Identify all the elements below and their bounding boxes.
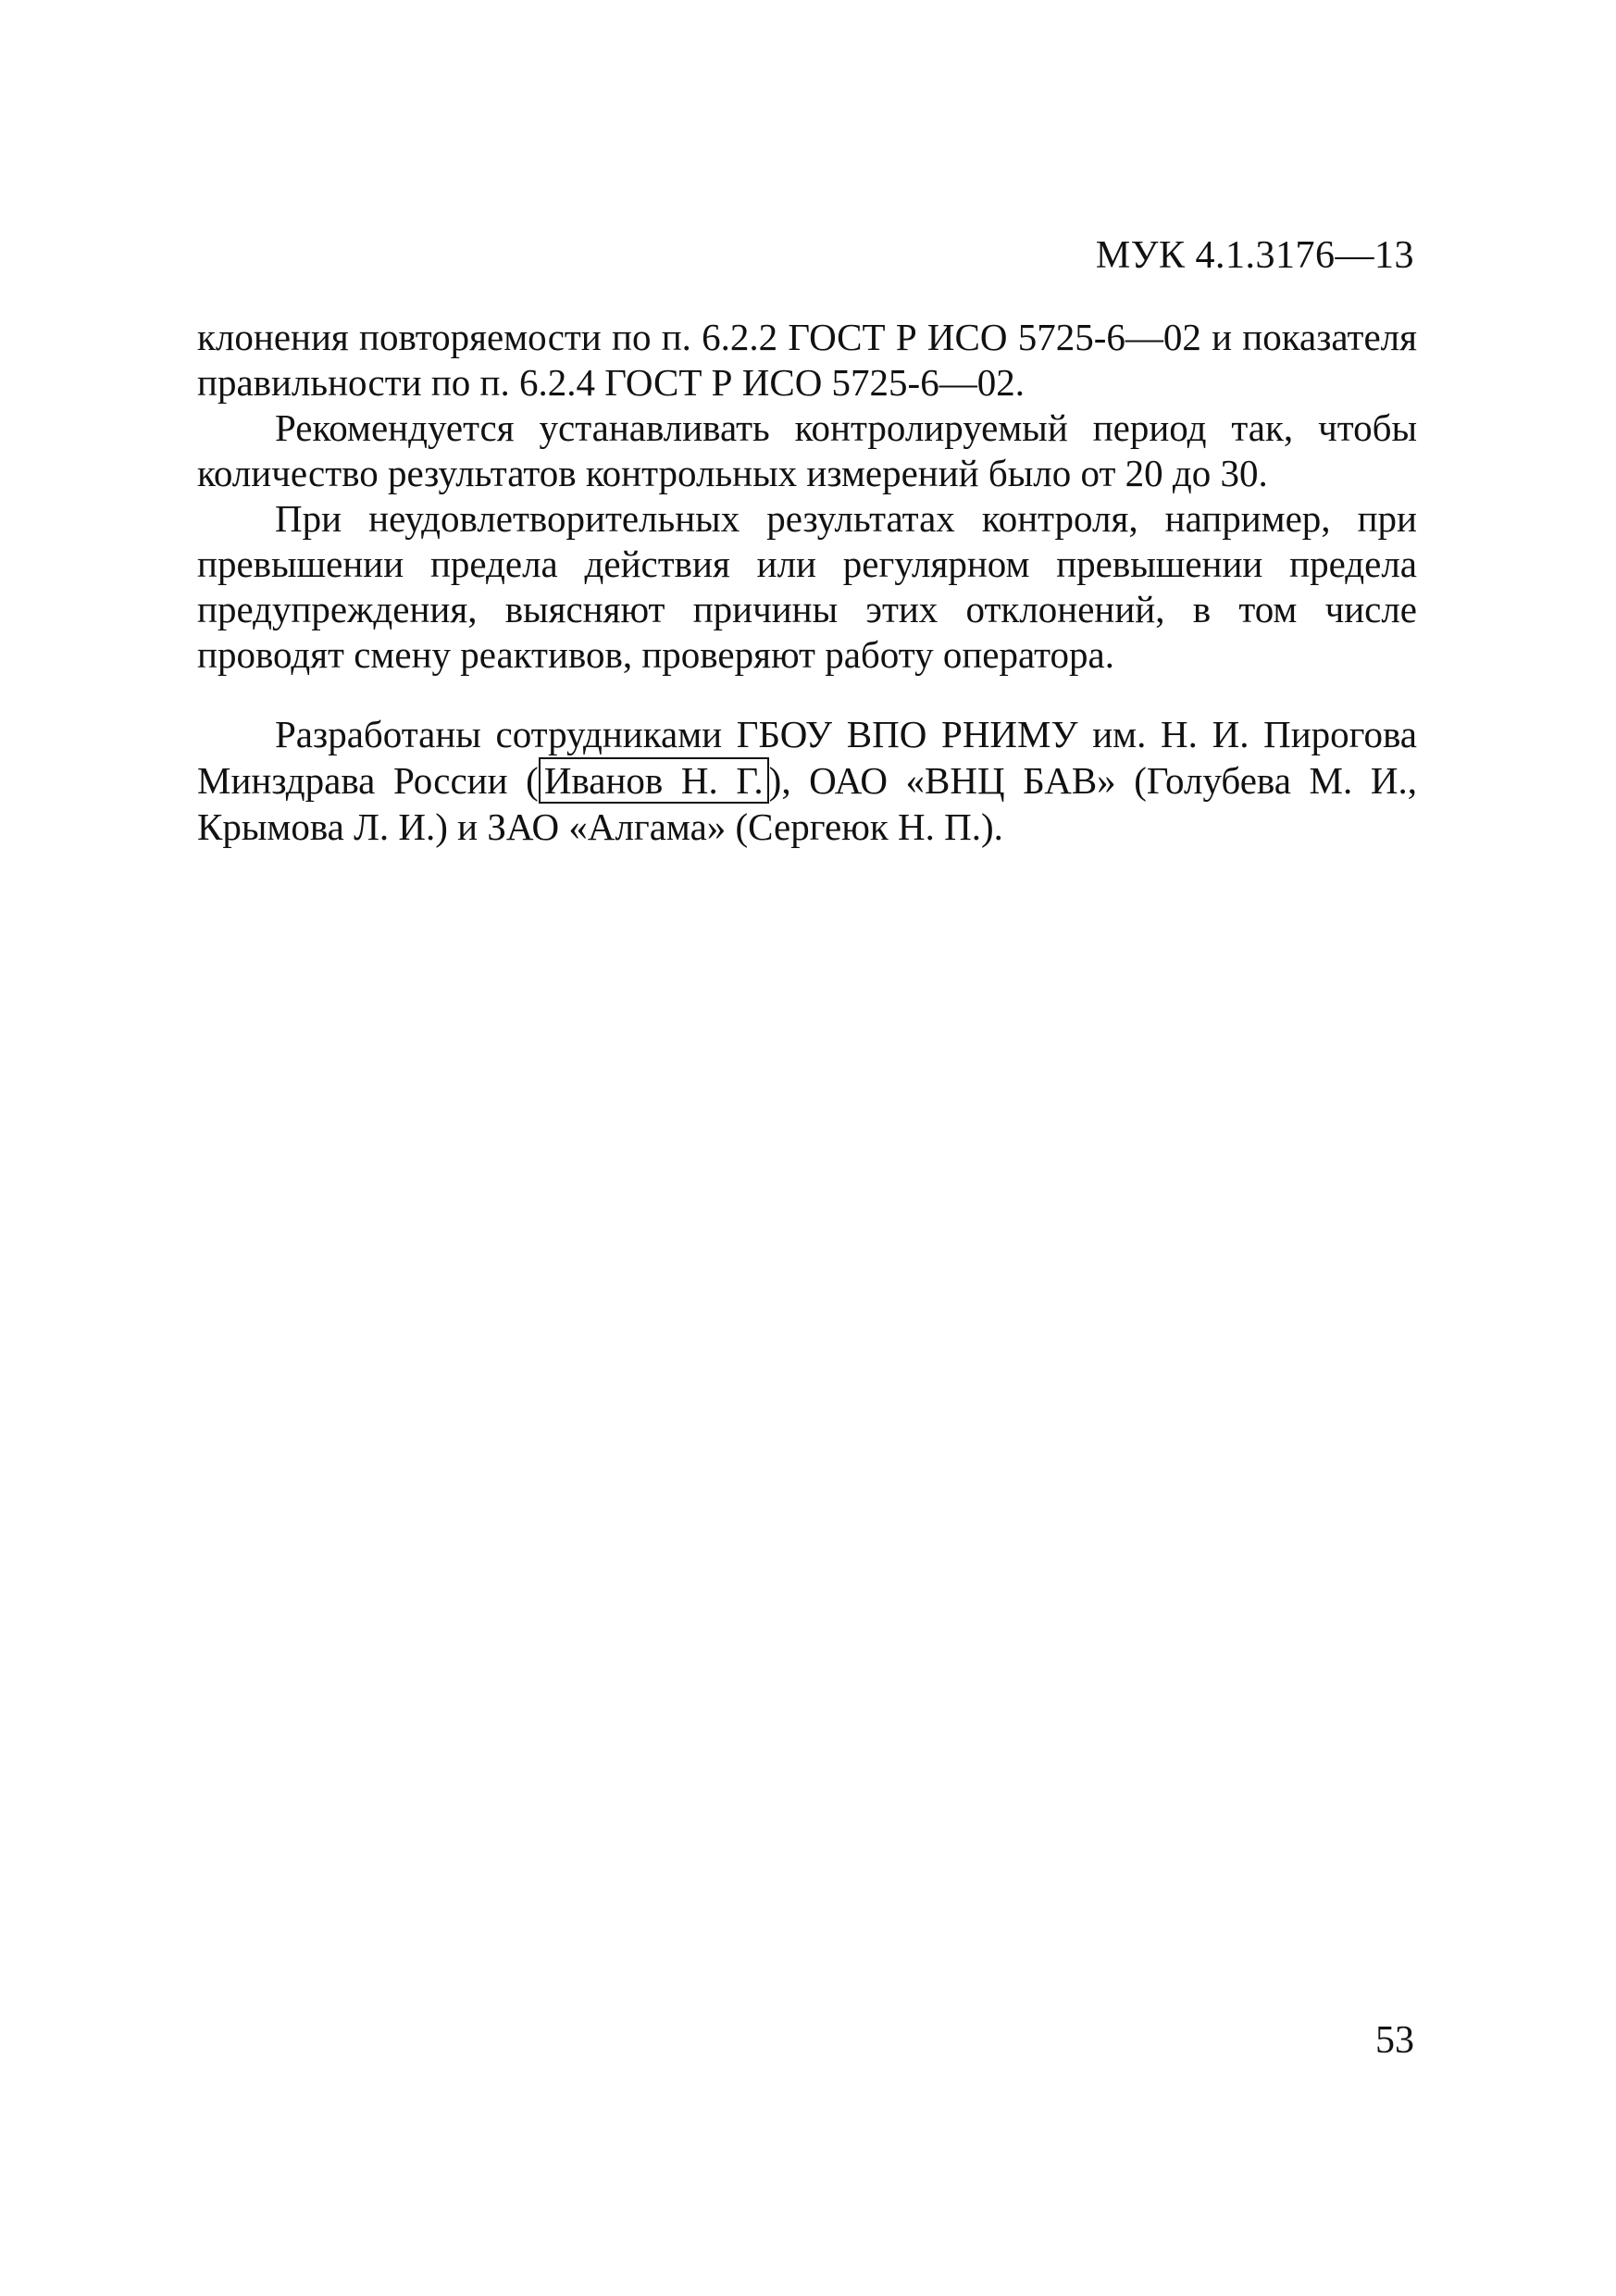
paragraph-control-period: Рекомендуется устанавливать контролируемый период так, чтобы количество результатов контрольных измерений было от 20 до 30. (197, 406, 1417, 494)
body-text (197, 315, 1417, 678)
page-number: 53 (1375, 2019, 1414, 2062)
credits-boxed-name: Иванов Н. Г. (539, 757, 769, 804)
credits-text-after: ), ОАО «ВНЦ БАВ» (Голубева М. И., Крымова Л. И.) и ЗАО «Алгама» (Сергеюк Н. П.). (197, 759, 1417, 848)
credits-paragraph (197, 711, 1417, 850)
paragraph-continuation: клонения повторяемости по п. 6.2.2 ГОСТ Р ИСО 5725-6—02 и показателя правильности по п. 6.2.4 ГОСТ Р ИСО 5725-6—02. (197, 316, 1417, 404)
credits-text-before: Разработаны сотрудниками ГБОУ ВПО РНИМУ им. Н. И. Пирогова Минздрава России ( (197, 713, 1417, 802)
document-code-header: МУК 4.1.3176—13 (1095, 234, 1414, 277)
paragraph-unsatisfactory-results: При неудовлетворительных результатах контроля, например, при превышении предела действия или регулярном превышении предела предупреждения, выясняют причины этих отклонений, в том числе проводят смену реактивов, проверяют работу оператора. (197, 497, 1417, 676)
